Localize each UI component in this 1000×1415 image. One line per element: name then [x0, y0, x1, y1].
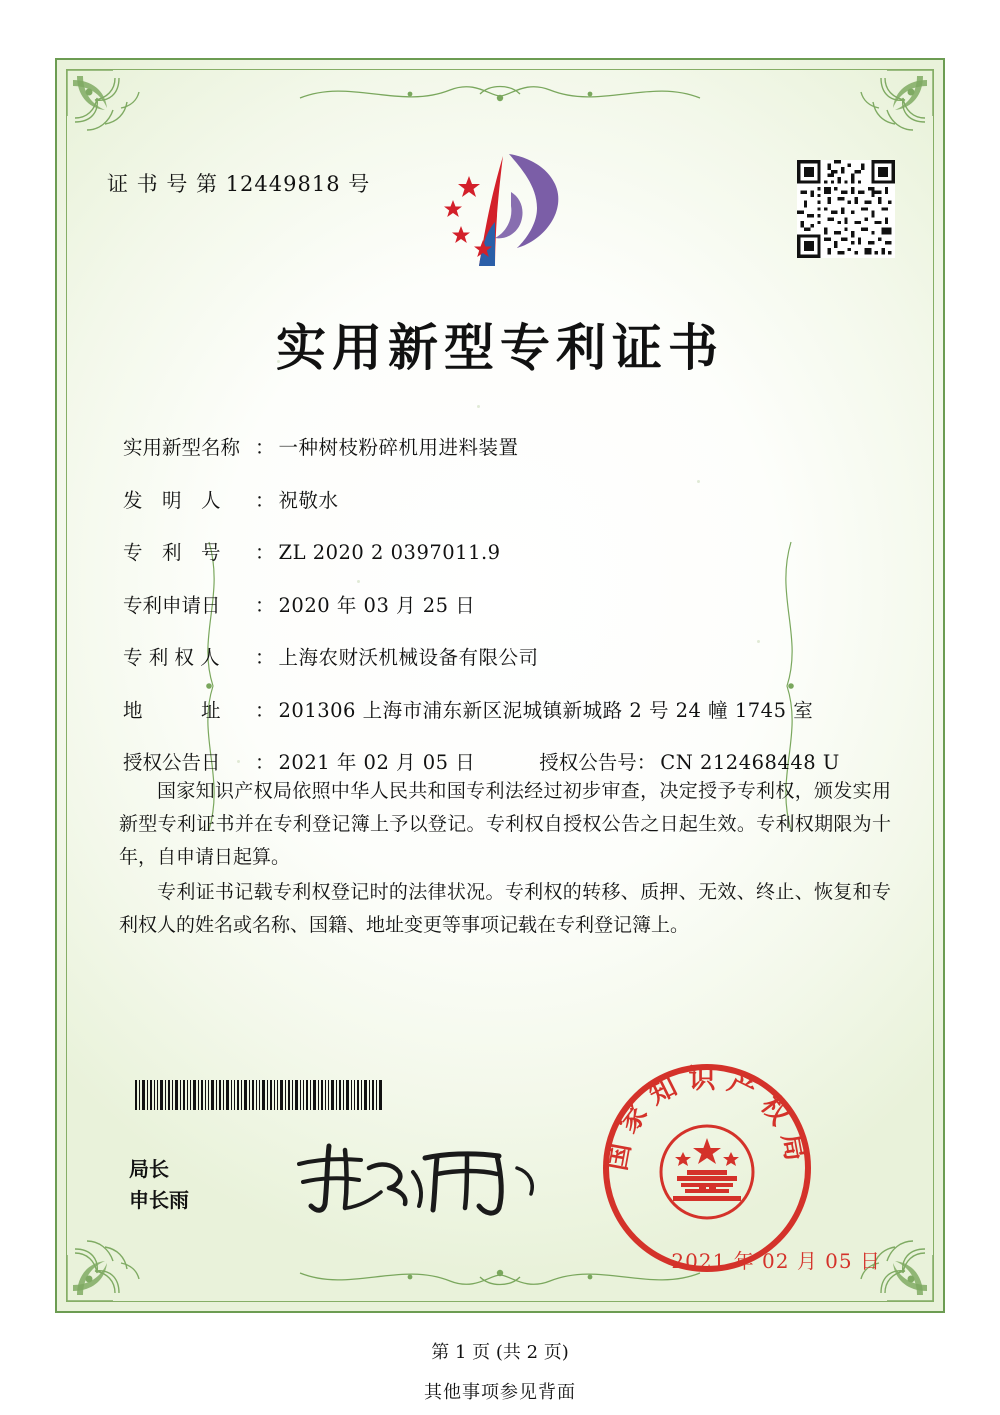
barcode	[135, 1080, 385, 1110]
field-colon: ：	[255, 593, 275, 617]
seal-date: 2021 年 02 月 05 日	[671, 1249, 881, 1273]
signature-block	[129, 1154, 189, 1216]
field-label: 实用新型名称	[123, 436, 241, 459]
field-value: 一种树枝粉碎机用进料装置	[278, 436, 519, 459]
field-colon: ：	[255, 436, 275, 459]
field-row-address	[123, 695, 883, 723]
field-colon: ：	[255, 541, 275, 564]
field-label: 发 明 人	[123, 488, 221, 512]
field-value: 201306 上海市浦东新区泥城镇新城路 2 号 24 幢 1745 室	[278, 698, 814, 722]
handwritten-signature-icon	[285, 1138, 545, 1218]
paragraph-2: 专利证书记载专利权登记时的法律状况。专利权的转移、质押、无效、终止、恢复和专利权人的姓名或名称、国籍、地址变更等事项记载在专利登记簿上。	[119, 881, 891, 936]
field-colon: ：	[255, 646, 275, 669]
field-value: ZL 2020 2 0397011.9	[278, 541, 501, 564]
field-value: 上海农财沃机械设备有限公司	[278, 646, 539, 669]
footer-note: 其他事项参见背面	[424, 1382, 576, 1403]
field-list	[123, 432, 883, 800]
field-colon: ：	[636, 751, 657, 774]
paragraph-1: 国家知识产权局依照中华人民共和国专利法经过初步审查，决定授予专利权，颁发实用新型专利证书并在专利登记簿上予以登记。专利权自授权公告之日起生效。专利权期限为十年，自申请日起算。	[119, 780, 891, 868]
field-row-patent-number	[123, 537, 883, 565]
signature-role: 局长	[129, 1157, 169, 1181]
legal-text	[119, 775, 891, 944]
field-label: 专 利 权 人	[123, 646, 220, 669]
field-label: 专 利 号	[123, 541, 221, 564]
field-row-grant-announcement	[123, 747, 883, 775]
field-colon: ：	[255, 751, 275, 774]
field-label: 地 址	[123, 698, 221, 722]
page-number: 第 1 页 (共 2 页)	[431, 1342, 569, 1363]
corner-ornament-bottom-left	[61, 1202, 166, 1307]
grant-date-label: 授权公告日	[123, 751, 221, 774]
edge-ornament-top	[290, 68, 710, 114]
field-label: 专利申请日	[123, 593, 221, 617]
grant-number-label: 授权公告号	[539, 751, 637, 774]
corner-ornament-top-right	[834, 64, 939, 169]
grant-number-value: CN 212468448 U	[660, 751, 840, 774]
field-value: 祝敬水	[278, 488, 339, 512]
seal-top-text: 国家知识产权局	[601, 1064, 813, 1174]
field-row-inventor	[123, 485, 883, 513]
field-colon: ：	[255, 698, 275, 722]
page-title: 实用新型专利证书	[276, 318, 724, 377]
certificate-number: 证 书 号 第 12449818 号	[107, 172, 371, 196]
official-seal	[599, 1060, 815, 1276]
corner-ornament-top-left	[61, 64, 166, 169]
qr-code	[797, 160, 895, 258]
signature-name: 申长雨	[129, 1188, 189, 1212]
cnipa-logo-icon	[425, 148, 575, 278]
field-row-application-date	[123, 590, 883, 618]
field-row-patentee	[123, 642, 883, 670]
field-colon: ：	[255, 488, 275, 512]
field-value: 2020 年 03 月 25 日	[278, 593, 476, 617]
field-row-utility-model-name	[123, 432, 883, 460]
grant-date-value: 2021 年 02 月 05 日	[278, 751, 476, 774]
certificate-page	[55, 58, 945, 1363]
